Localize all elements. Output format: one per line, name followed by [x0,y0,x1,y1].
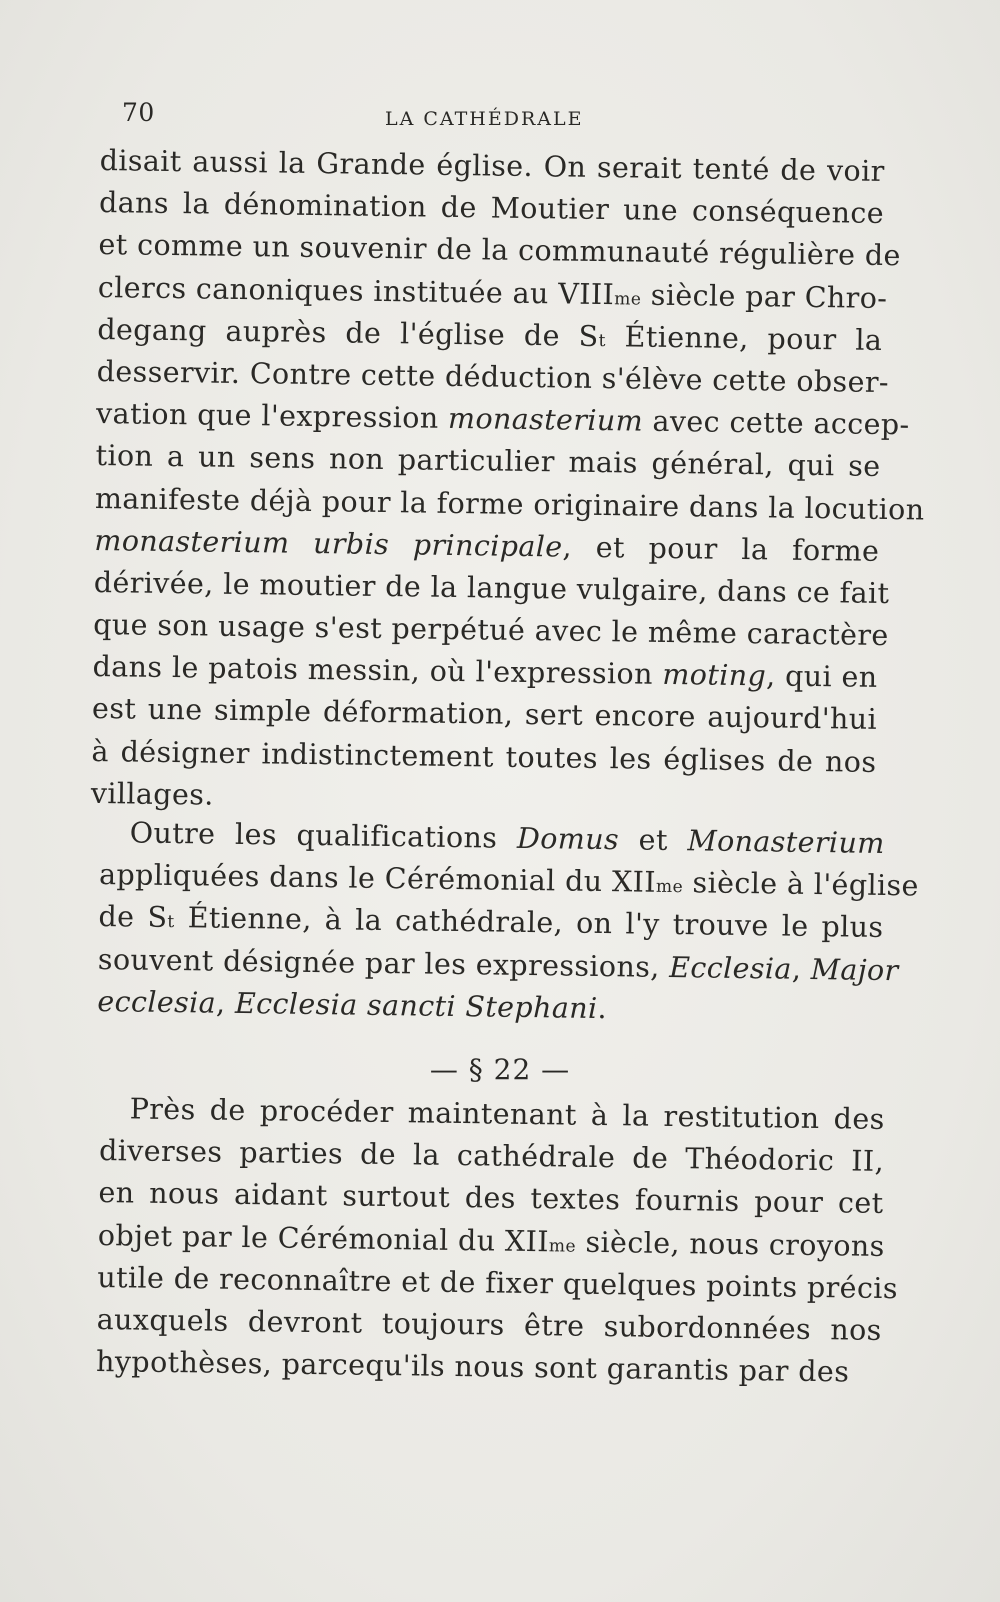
paragraph-2-line: appliquées dans le Cérémonial du $XII^{me}$ siècle à l'église [98,858,920,903]
paragraph-1-line: dérivée, le moutier de la langue vulgaire, dans ce fait [93,565,890,610]
section-heading: — § 22 — [429,1053,571,1086]
paragraph-1-line: et comme un souvenir de la communauté régulière de [98,228,901,273]
paragraph-2 [97,812,920,1034]
paragraph-1-line: degang auprès de l'église de $S^t$ Étienne, pour la [97,312,883,357]
paragraph-3 [95,1088,899,1394]
paragraph-3-line: objet par le Cérémonial du $XII^{me}$ siècle, nous croyons [97,1218,885,1263]
paragraph-1-line: disait aussi la Grande église. On serait tenté de voir [99,143,885,188]
paragraph-1-line: tion a un sens non particulier mais général, qui se [95,439,881,484]
paragraph-3-line: Près de procéder maintenant à la restitution des [129,1092,885,1136]
paragraph-1-line: dans la dénomination de Moutier une conséquence [98,186,885,231]
paragraph-1-line: manifeste déjà pour la forme originaire dans la locution [94,481,925,527]
paragraph-2-line: Outre les qualifications Domus et Monasterium [129,816,885,860]
paragraph-1 [90,140,925,826]
paragraph-3-line: utile de reconnaître et de fixer quelques points précis [97,1260,899,1305]
page-header [122,98,882,138]
paragraph-1-line: desservir. Contre cette déduction s'élève cette obser- [96,354,890,399]
paragraph-1-line: villages. [90,776,214,812]
paragraph-1-line: monasterium urbis principale, et pour la forme [94,523,880,568]
paragraph-1-line: est une simple déformation, sert encore aujourd'hui [91,692,878,737]
paragraph-1-line: dans le patois messin, où l'expression moting, qui en [92,650,878,695]
page-number: 70 [122,98,155,127]
paragraph-3-line: diverses parties de la cathédrale de Théodoric II, [98,1134,885,1179]
running-title: LA CATHÉDRALE [385,108,584,130]
paragraph-1-line: clercs canoniques instituée au $VIII^{me}$ siècle par Chro- [97,270,888,315]
paragraph-3-line: auxquels devront toujours être subordonnées nos [96,1302,882,1347]
paragraph-1-line: que son usage s'est perpétué avec le même caractère [93,608,889,653]
paragraph-2-line: ecclesia, Ecclesia sancti Stephani. [97,984,608,1025]
paragraph-1-line: à désigner indistinctement toutes les églises de nos [91,734,877,779]
paragraph-2-line: souvent désignée par les expressions, Ecclesia, Major [97,942,899,987]
paragraph-3-line: hypothèses, parcequ'ils nous sont garantis par des [95,1345,850,1389]
paragraph-1-line: vation que l'expression monasterium avec cette accep- [95,397,910,442]
paragraph-3-line: en nous aidant surtout des textes fournis pour cet [98,1176,884,1221]
paragraph-2-line: de $S^t$ Étienne, à la cathédrale, on l'y trouve le plus [98,900,884,945]
